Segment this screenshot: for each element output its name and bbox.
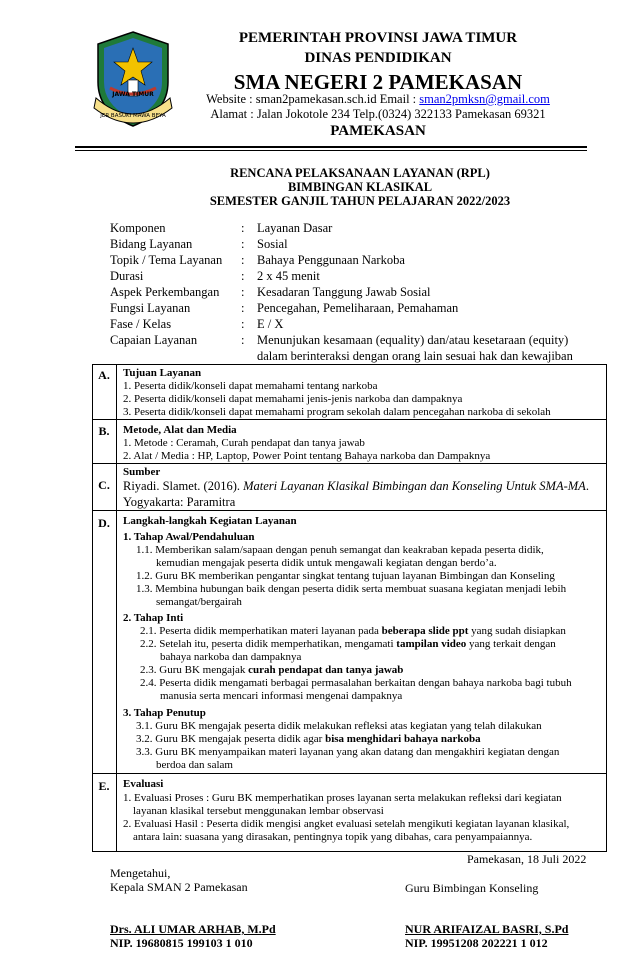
header-department: DINAS PENDIDIKAN xyxy=(304,50,452,66)
step-text: yang sudah disiapkan xyxy=(468,625,566,637)
step-item xyxy=(136,733,481,746)
section-letter: D. xyxy=(92,511,117,774)
section-heading: Tujuan Layanan xyxy=(123,367,202,379)
eval-item: 2. Evaluasi Hasil : Peserta didik mengisi angket evaluasi setelah mengikuti kegiatan layanan klasikal, xyxy=(123,818,570,830)
info-label: Bidang Layanan xyxy=(110,237,193,251)
info-value: Pencegahan, Pemeliharaan, Pemahaman xyxy=(257,301,459,315)
info-sep: : xyxy=(241,237,245,251)
info-value: Kesadaran Tanggung Jawab Sosial xyxy=(257,285,431,299)
section-heading: Sumber xyxy=(123,466,161,478)
step-text: 2.3. Guru BK mengajak xyxy=(140,664,249,676)
step-item: 2.4. Peserta didik mengamati berbagai permasalahan berkaitan dengan bahaya narkoba bagi tubuh xyxy=(140,677,572,689)
header-school-name: SMA NEGERI 2 PAMEKASAN xyxy=(233,70,523,94)
info-label: Capaian Layanan xyxy=(110,333,198,347)
section-source xyxy=(92,464,607,511)
step-item: 3.3. Guru BK menyampaikan materi layanan yang akan datang dan mengakhiri kegiatan dengan xyxy=(136,746,560,758)
header-city: PAMEKASAN xyxy=(330,123,426,139)
step-text: 2.2. Setelah itu, peserta didik memperhatikan, mengamati xyxy=(140,638,397,650)
step-text: 3.2. Guru BK mengajak peserta didik agar xyxy=(136,733,326,745)
section-evaluation xyxy=(92,774,607,852)
info-sep: : xyxy=(241,317,245,331)
counselor-title: Guru Bimbingan Konseling xyxy=(405,881,539,895)
eval-item-cont: layanan klasikal tersebut menggunakan lembar observasi xyxy=(133,805,384,817)
doc-title-line2: BIMBINGAN KLASIKAL xyxy=(287,180,433,194)
eval-item-cont: antara lain: suasana yang dirasakan, pentingnya topik yang dibahas, cara penyampaiannya. xyxy=(133,831,533,843)
info-value: Sosial xyxy=(257,237,288,251)
step-emphasis: beberapa slide ppt xyxy=(381,625,469,637)
info-value: Bahaya Penggunaan Narkoba xyxy=(257,253,405,267)
reference-end: . xyxy=(585,479,589,493)
reference-publisher: Yogyakarta: Paramitra xyxy=(123,495,236,509)
principal-title: Kepala SMAN 2 Pamekasan xyxy=(110,880,248,894)
doc-title-line3: SEMESTER GANJIL TAHUN PELAJARAN 2022/2023 xyxy=(209,194,511,208)
list-item: 2. Alat / Media : HP, Laptop, Power Point tentang Bahaya narkoba dan Dampaknya xyxy=(123,450,491,462)
info-label: Komponen xyxy=(110,221,166,235)
step-item: 3.1. Guru BK mengajak peserta didik melakukan refleksi atas kegiatan yang telah dilakukan xyxy=(136,720,542,732)
step-text: yang terkait dengan xyxy=(466,638,556,650)
step-item: 1.3. Membina hubungan baik dengan peserta didik serta membuat suasana kegiatan menjadi lebih xyxy=(136,583,567,595)
info-sep: : xyxy=(241,221,245,235)
section-methods xyxy=(92,420,607,464)
step-item xyxy=(140,625,566,638)
east-java-emblem xyxy=(88,30,178,130)
info-value: Menunjukan kesamaan (equality) dan/atau kesetaraan (equity) xyxy=(257,333,569,347)
doc-title-line1: RENCANA PELAKSANAAN LAYANAN (RPL) xyxy=(230,166,490,180)
step-item xyxy=(140,638,556,651)
step-item-cont: kemudian mengajak peserta didik untuk mengawali kegiatan dengan berdo’a. xyxy=(156,557,497,569)
step-emphasis: tampilan video xyxy=(396,638,467,650)
reference-author: Riyadi. Slamet. (2016). xyxy=(123,479,244,493)
activity-table xyxy=(92,364,607,852)
info-value: 2 x 45 menit xyxy=(257,269,320,283)
eval-item: 1. Evaluasi Proses : Guru BK memperhatikan proses layanan serta melakukan refleksi dari kegiatan xyxy=(123,792,562,804)
list-item: 1. Metode : Ceramah, Curah pendapat dan tanya jawab xyxy=(123,437,365,449)
reference-title: Materi Layanan Klasikal Bimbingan dan Konseling Untuk SMA-MA xyxy=(243,479,586,493)
section-objectives xyxy=(92,364,607,420)
step-emphasis: curah pendapat dan tanya jawab xyxy=(248,664,404,676)
place-date: Pamekasan, 18 Juli 2022 xyxy=(467,852,587,866)
step-item: 1.1. Memberikan salam/sapaan dengan penuh semangat dan keakraban kepada peserta didik, xyxy=(136,544,544,556)
counselor-nip: NIP. 19951208 202221 1 012 xyxy=(405,936,548,950)
step-item xyxy=(140,664,403,677)
info-value-continued: dalam berinteraksi dengan orang lain sesuai hak dan kewajiban xyxy=(257,349,573,363)
info-label: Aspek Perkembangan xyxy=(110,285,220,299)
info-label: Topik / Tema Layanan xyxy=(110,253,223,267)
info-sep: : xyxy=(241,301,245,315)
info-label: Fase / Kelas xyxy=(110,317,172,331)
step-item-cont: berdoa dan salam xyxy=(156,759,233,771)
section-heading: Evaluasi xyxy=(123,778,164,790)
info-sep: : xyxy=(241,269,245,283)
counselor-name: NUR ARIFAIZAL BASRI, S.Pd xyxy=(405,922,569,936)
section-letter: C. xyxy=(92,464,117,511)
email-link[interactable]: sman2pmksn@gmail.com xyxy=(419,92,550,106)
step-item-cont: semangat/bergairah xyxy=(156,596,242,608)
list-item: 3. Peserta didik/konseli dapat memahami program sekolah dalam pencegahan narkoba di sekolah xyxy=(123,406,551,418)
stage-title: 3. Tahap Penutup xyxy=(123,707,206,719)
header-divider-thin xyxy=(75,150,587,151)
reference-line xyxy=(123,479,589,494)
section-heading: Metode, Alat dan Media xyxy=(123,424,237,436)
logo-text-top: JAWA TIMUR xyxy=(112,91,154,98)
section-letter: E. xyxy=(92,774,117,852)
header-government: PEMERINTAH PROVINSI JAWA TIMUR xyxy=(238,30,518,46)
info-sep: : xyxy=(241,333,245,347)
step-text: 2.1. Peserta didik memperhatikan materi layanan pada xyxy=(140,625,382,637)
list-item: 2. Peserta didik/konseli dapat memahami jenis-jenis narkoba dan dampaknya xyxy=(123,393,463,405)
header-divider-thick xyxy=(75,146,587,148)
section-letter: A. xyxy=(92,364,117,420)
approval-label: Mengetahui, xyxy=(110,866,171,880)
info-sep: : xyxy=(241,253,245,267)
stage-title: 1. Tahap Awal/Pendahuluan xyxy=(123,531,255,543)
header-contact xyxy=(178,92,578,107)
info-value: Layanan Dasar xyxy=(257,221,333,235)
step-emphasis: bisa menghidari bahaya narkoba xyxy=(325,733,481,745)
stage-title: 2. Tahap Inti xyxy=(123,612,184,624)
step-item-cont: bahaya narkoba dan dampaknya xyxy=(160,651,302,663)
section-heading: Langkah-langkah Kegiatan Layanan xyxy=(123,515,297,527)
info-value: E / X xyxy=(257,317,284,331)
logo-text-bottom: JER BASUKI MAWA BEYA xyxy=(100,113,166,119)
step-item-cont: manusia serta mencari informasi mengenai dampaknya xyxy=(160,690,403,702)
step-item: 1.2. Guru BK memberikan pengantar singkat tentang tujuan layanan Bimbingan dan Konseling xyxy=(136,570,555,582)
info-sep: : xyxy=(241,285,245,299)
section-letter: B. xyxy=(92,420,117,464)
info-label: Durasi xyxy=(110,269,144,283)
section-steps xyxy=(92,511,607,774)
principal-nip: NIP. 19680815 199103 1 010 xyxy=(110,936,253,950)
website-label: Website : sman2pamekasan.sch.id Email : xyxy=(206,92,420,106)
list-item: 1. Peserta didik/konseli dapat memahami tentang narkoba xyxy=(123,380,378,392)
header-address: Alamat : Jalan Jokotole 234 Telp.(0324) 322133 Pamekasan 69321 xyxy=(210,107,546,121)
principal-name: Drs. ALI UMAR ARHAB, M.Pd xyxy=(110,922,276,936)
info-label: Fungsi Layanan xyxy=(110,301,191,315)
